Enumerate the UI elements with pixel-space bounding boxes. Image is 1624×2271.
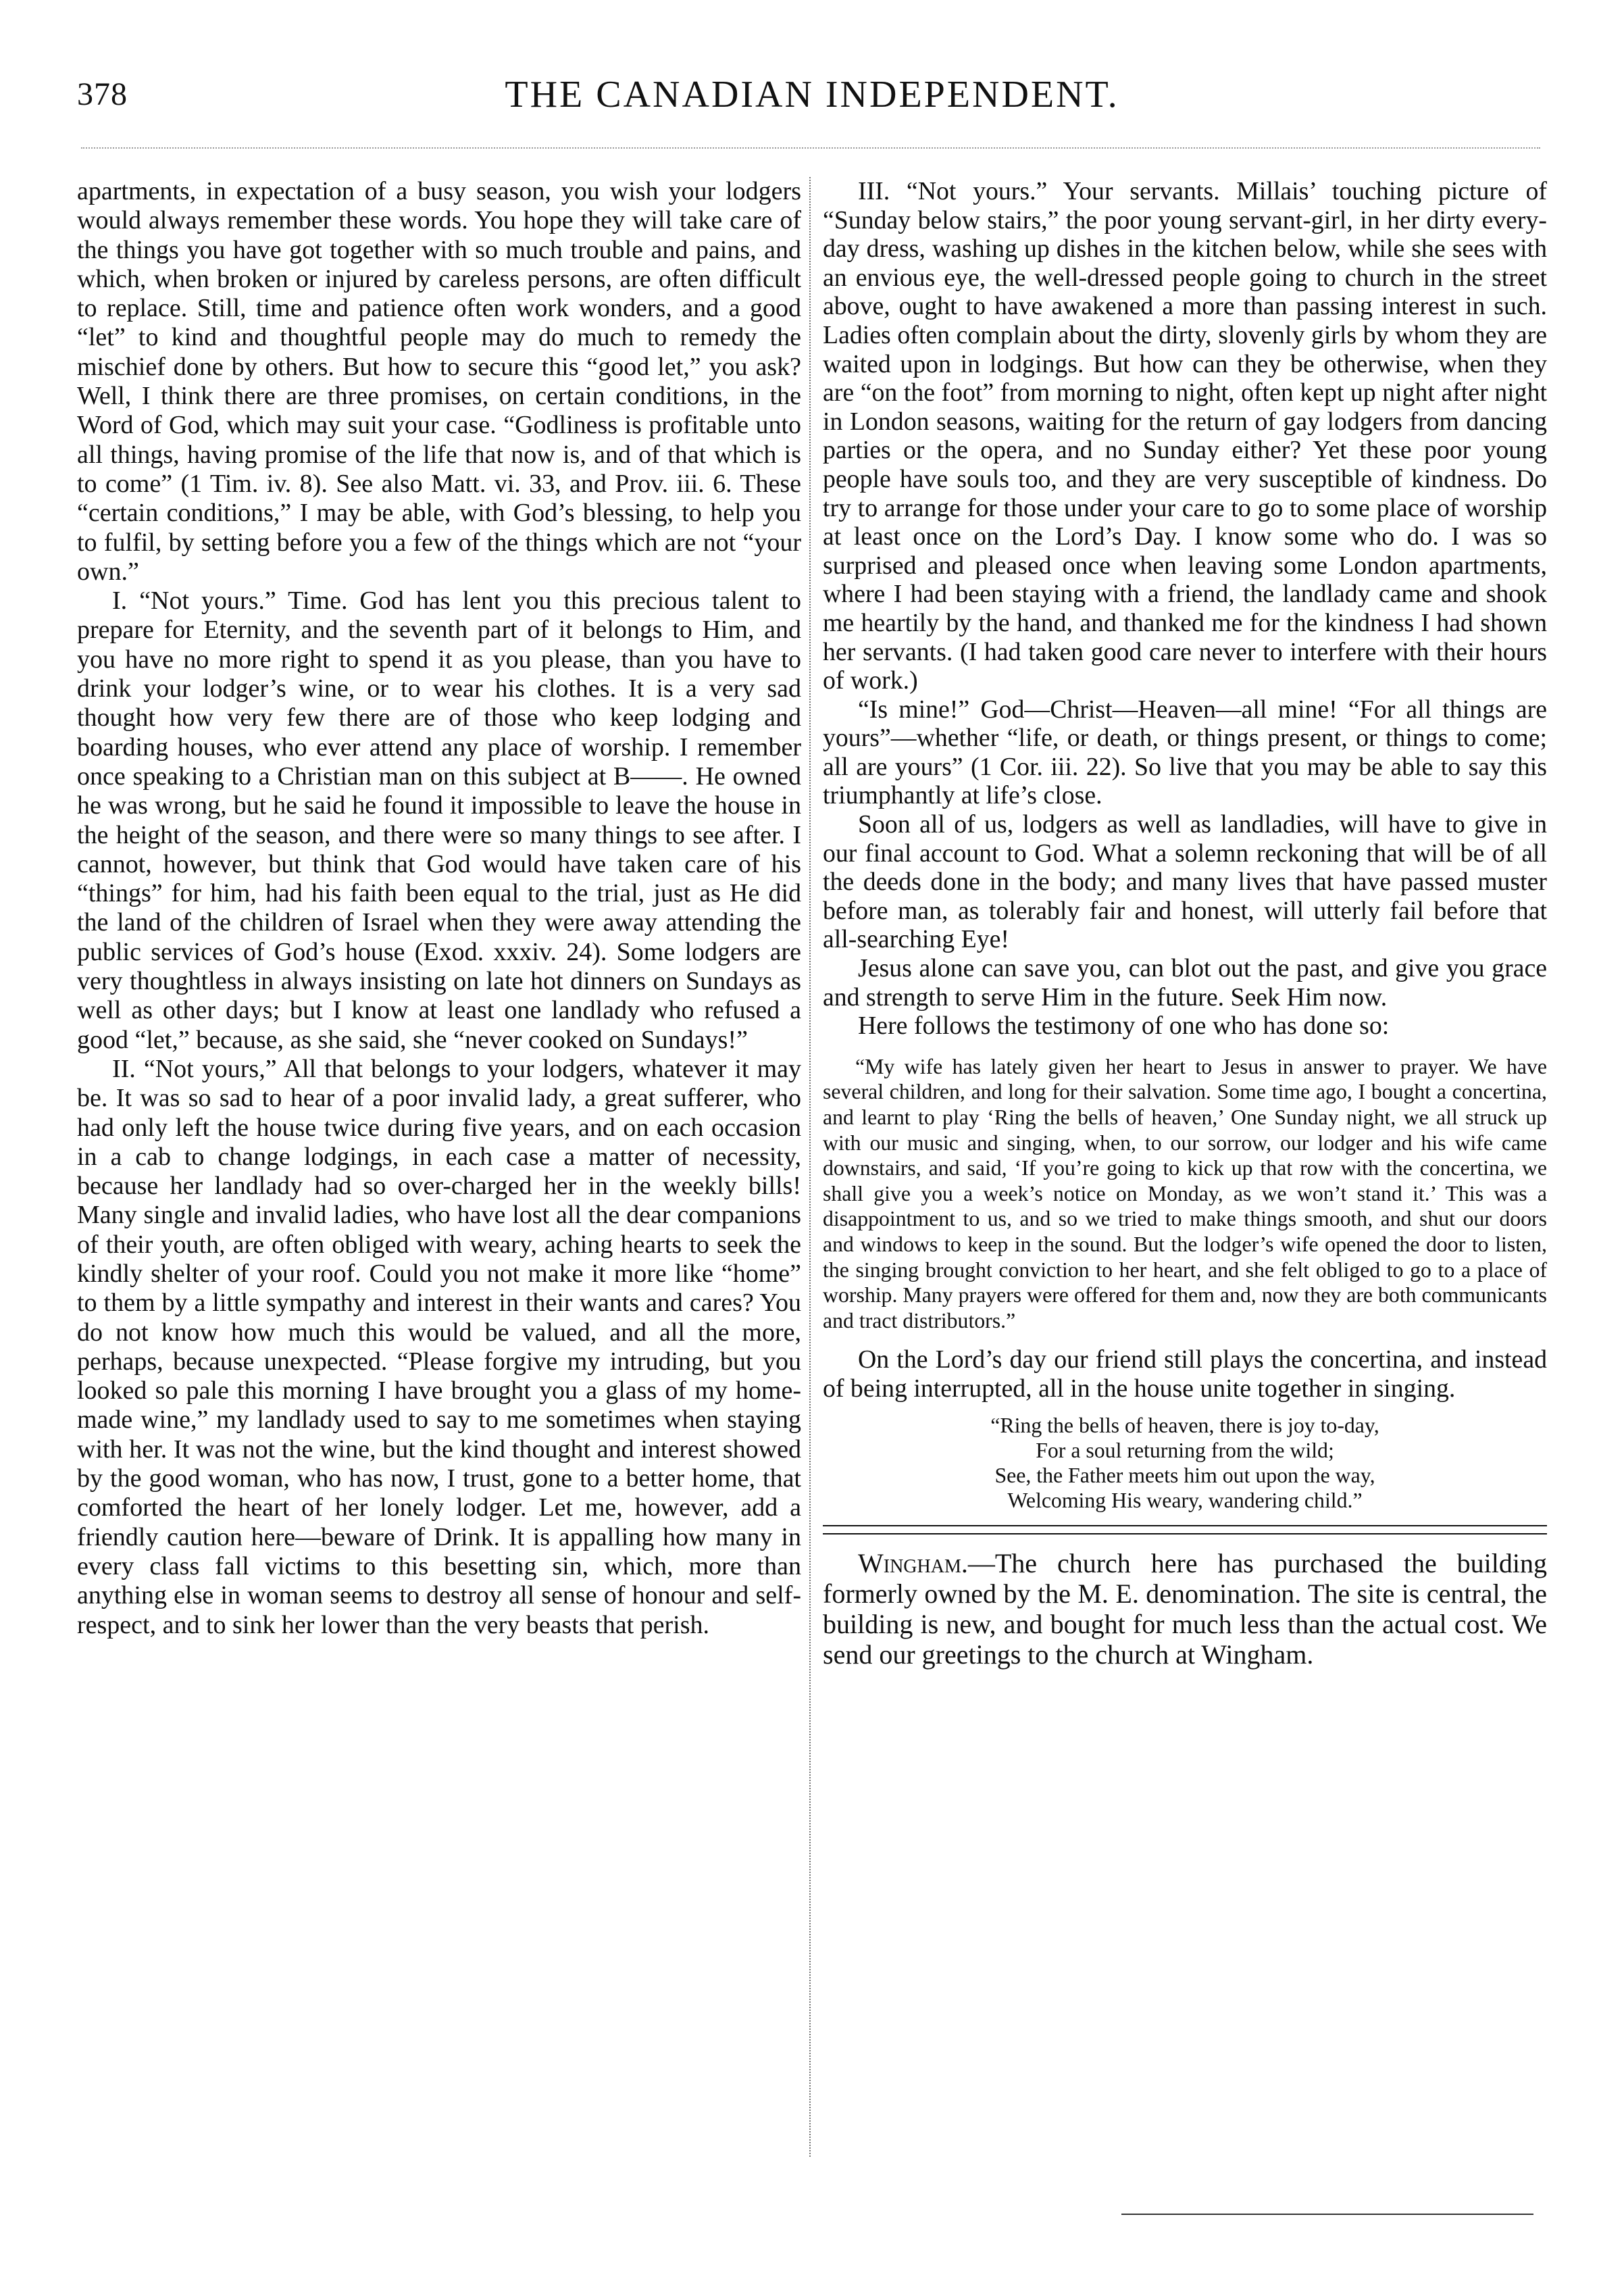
- footer-rule: [1121, 2214, 1533, 2215]
- journal-title: THE CANADIAN INDEPENDENT.: [505, 74, 1119, 116]
- paragraph-is-mine: “Is mine!” God—Christ—Heaven—all mine! “For all things are yours”—whether “life, or death, or things present, or things to come; all are yours” (1 Cor. iii. 22). So live that you may be able to say this triumphantly at life’s close.: [823, 695, 1547, 810]
- paragraph-time: I. “Not yours.” Time. God has lent you this precious talent to prepare for Eternity, and the seventh part of it belongs to Him, and you have no more right to spend it as you please, than you have to drink your lodger’s wine, or to wear his clothes. It is a very sad thought how very few there are of those who keep lodging and boarding houses, who ever attend any place of worship. I remember once speaking to a Christian man on this subject at B——. He owned he was wrong, but he said he found it impossible to leave the house in the height of the season, and there were so many things to see after. I cannot, however, but think that God would have taken care of his “things” for him, had his faith been equal to the trial, just as He did the land of the children of Israel when they were away attending the public services of God’s house (Exod. xxxiv. 24). Some lodgers are very thoughtless in always insisting on late hot dinners on Sundays as well as other days; but I know at least one landlady who refused a good “let,” because, as she said, she “never cooked on Sundays!”: [77, 587, 801, 1054]
- paragraph-testimony-intro: Here follows the testimony of one who has done so:: [858, 1012, 1390, 1041]
- header-rule: [81, 147, 1540, 149]
- right-column: [823, 177, 1547, 2204]
- news-paragraph: [823, 1548, 1547, 1670]
- paragraph-apartments: apartments, in expectation of a busy season, you wish your lodgers would always remember these words. You hope they will take care of the things you have got together with so much trouble and pains, and which, when broken or injured by careless persons, are often difficult to replace. Still, time and patience often work wonders, and a good “let” to kind and thoughtful people may do much to remedy the mischief done by others. But how to secure this “good let,” you ask? Well, I think there are three promises, on certain conditions, in the Word of God, which may suit your case. “Godliness is profitable unto all things, having promise of the life that now is, and of that which is to come” (1 Tim. iv. 8). See also Matt. vi. 33, and Prov. iii. 6. These “certain conditions,” I may be able, with God’s blessing, to help you to fulfil, by setting before you a few of the things which are not “your own.”: [77, 177, 801, 586]
- paragraph-jesus-alone: Jesus alone can save you, can blot out the past, and give you grace and strength to serve Him in the future. Seek Him now.: [823, 954, 1547, 1012]
- news-text: —The church here has purchased the building formerly owned by the M. E. denomination. The site is central, the building is new, and bought for much less than the actual cost. We send our greetings to the church at Wingham.: [823, 1547, 1547, 1670]
- running-head: [0, 73, 1624, 127]
- left-column: [77, 177, 801, 2204]
- hymn-verse: [823, 1413, 1547, 1513]
- news-item-wingham: [823, 1548, 1547, 1670]
- hymn-line: For a soul returning from the wild;: [1036, 1438, 1334, 1462]
- hymn-line: See, the Father meets him out upon the way,: [994, 1463, 1375, 1487]
- testimony-text: “My wife has lately given her heart to Jesus in answer to prayer. We have several children, and long for their salvation. Some time ago, I bought a concertina, and learnt to play ‘Ring the bells of heaven,’ One Sunday night, we all struck up with our music and singing, when, to our sorrow, our lodger and his wife came downstairs, and said, ‘If you’re going to kick up that row with the concertina, we shall give you a week’s notice on Monday, as we won’t stand it.’ This was a disappointment to us, and so we tried to make things smooth, and shut our doors and windows to keep in the sound. But the lodger’s wife opened the door to listen, the singing brought conviction to her heart, and she felt obliged to go to a place of worship. Many prayers were offered for them and, now they are both communicants and tract distributors.”: [823, 1054, 1547, 1332]
- paragraph-lodgers: II. “Not yours,” All that belongs to your lodgers, whatever it may be. It was so sad to hear of a poor invalid lady, a great sufferer, who had only left the house twice during five years, and on each occasion in a cab to change lodgings, in each case a matter of necessity, because her landlady had so over-charged her in the weekly bills! Many single and invalid ladies, who have lost all the dear companions of their youth, are often obliged with weary, aching hearts to seek the kindly shelter of your roof. Could you not make it more like “home” to them by a little sympathy and interest in their wants and cares? You do not know how much this would be valued, and all the more, perhaps, because unexpected. “Please forgive my intruding, but you looked so pale this morning I have brought you a glass of my home-made wine,” my landlady used to say to me sometimes when staying with her. It was not the wine, but the kind thought and interest showed by the good woman, who has now, I trust, gone to a better home, that comforted the heart of her lonely lodger. Let me, however, add a friendly caution here—beware of Drink. It is appalling how many in every class fall victims to this besetting sin, which, more than anything else in woman seems to destroy all sense of honour and self-respect, and to sink her lower than the very beasts that perish.: [77, 1054, 801, 1639]
- column-divider: [809, 177, 811, 2157]
- news-place: Wingham.: [858, 1547, 968, 1578]
- paragraph-after-quote: On the Lord’s day our friend still plays the concertina, and instead of being interrupted, all in the house unite together in singing.: [823, 1345, 1547, 1403]
- paragraph-final-account: Soon all of us, lodgers as well as landladies, will have to give in our final account to God. What a solemn reckoning that will be of all the deeds done in the body; and many lives that have passed muster before man, as tolerably fair and honest, will utterly fail before that all-searching Eye!: [823, 810, 1547, 954]
- paragraph-servants: III. “Not yours.” Your servants. Millais’ touching picture of “Sunday below stairs,” the poor young servant-girl, in her dirty every-day dress, washing up dishes in the kitchen below, while she sees with an envious eye, the well-dressed people going to church in the street above, ought to have awakened a more than passing interest in such. Ladies often complain about the dirty, slovenly girls by whom they are waited upon in lodgings. But how can they be otherwise, when they are “on the foot” from morning to night, often kept up night after night in London seasons, waiting for the return of gay lodgers from dancing parties or the opera, and no Sunday either? Yet these poor young people have souls too, and they are very susceptible of kindness. Do try to arrange for those under your care to go to some place of worship at least once on the Lord’s Day. I know some who do. I was so surprised and pleased once when leaving some London apartments, where I had been staying with a friend, the landlady came and shook me heartily by the hand, and thanked me for the kindness I had shown her servants. (I had taken good care never to interfere with their hours of work.): [823, 177, 1547, 695]
- hymn-line: Welcoming His weary, wandering child.”: [1007, 1488, 1363, 1512]
- hymn-line: “Ring the bells of heaven, there is joy to-day,: [990, 1413, 1379, 1437]
- page-number: 378: [77, 76, 128, 112]
- testimony-quote: [823, 1054, 1547, 1334]
- section-divider: [823, 1525, 1547, 1534]
